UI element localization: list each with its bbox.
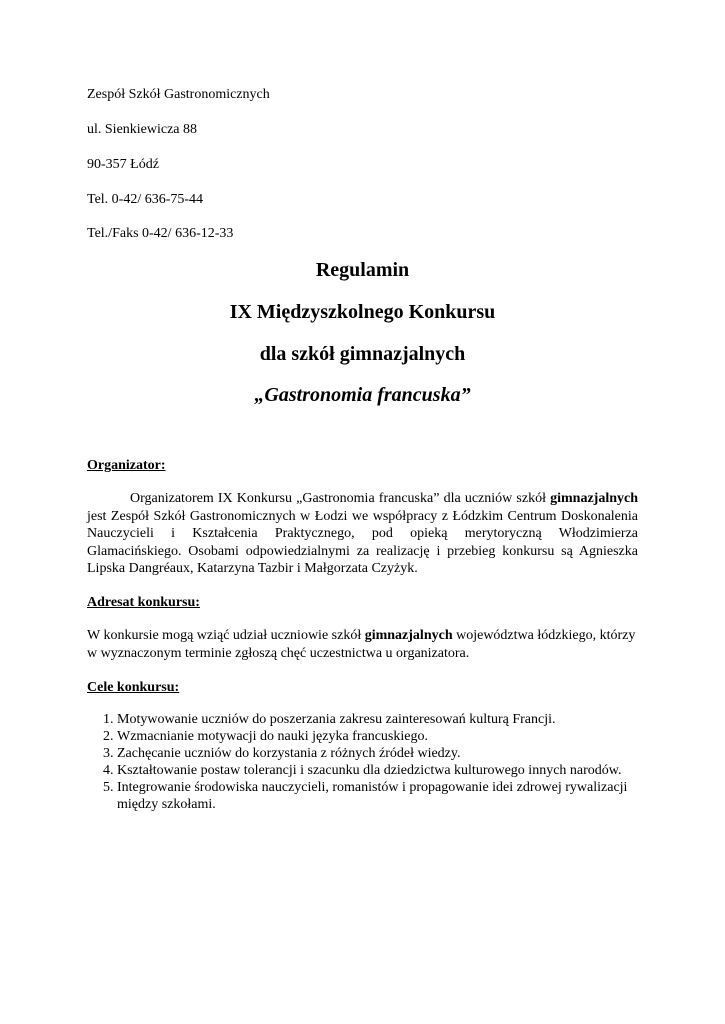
list-item-number: 1. [103,712,114,727]
list-item-text: Kształtowanie postaw tolerancji i szacunku dla dziedzictwa kulturowego innych narodów. [117,763,622,778]
organizer-paragraph [87,490,638,578]
list-item-number: 3. [103,746,114,761]
addressee-text-1: W konkursie mogą wziąć udział uczniowie szkół [87,628,365,643]
document-subtitle-schools: dla szkół gimnazjalnych [259,343,466,365]
list-item-text: Wzmacnianie motywacji do nauki języka francuskiego. [117,729,428,744]
school-phone: Tel. 0-42/ 636-75-44 [87,192,204,207]
organizer-heading: Organizator: [87,458,166,473]
document-title: Regulamin [315,259,410,281]
list-item [87,728,647,745]
goals-list [87,711,647,813]
list-item [87,779,647,813]
organizer-text-2: jest Zespół Szkół Gastronomicznych w Łodzi we współpracy z Łódzkim Centrum Doskonalenia Nauczycieli i Kształcenia Praktycznego, pod opieką merytoryczną Włodzimierza Glamacińskiego. Osobami odpowiedzialnymi za realizację i przebieg konkursu są Agnieszka Lipska Dangréaux, Katarzyna Tazbir i Małgorzata Czyżyk. [87,508,638,576]
organizer-text-1: Organizatorem IX Konkursu „Gastronomia francuska” dla uczniów szkół [130,491,551,506]
school-city: 90-357 Łódź [87,157,159,172]
list-item-text: Integrowanie środowiska nauczycieli, romanistów i propagowanie idei zdrowej rywalizacji między szkołami. [117,780,628,812]
list-item-text: Motywowanie uczniów do poszerzania zakresu zainteresowań kulturą Francji. [117,712,556,727]
addressee-text-bold: gimnazjalnych [364,628,453,643]
list-item [87,762,647,779]
school-street: ul. Sienkiewicza 88 [87,122,198,137]
list-item [87,711,647,728]
list-item-text: Zachęcanie uczniów do korzystania z różnych źródeł wiedzy. [117,746,461,761]
list-item-number: 2. [103,729,114,744]
addressee-text-2: województwa łódzkiego, którzy w wyznaczonym terminie zgłoszą chęć uczestnictwa u organizatora. [87,628,636,661]
document-subtitle-contest: IX Międzyszkolnego Konkursu [229,301,496,323]
addressee-heading: Adresat konkursu: [87,595,200,610]
contest-name: „Gastronomia francuska” [254,384,471,406]
list-item-number: 4. [103,763,114,778]
addressee-paragraph [87,627,647,662]
school-fax: Tel./Faks 0-42/ 636-12-33 [87,226,234,241]
goals-heading: Cele konkursu: [87,680,180,695]
list-item [87,745,647,762]
school-name: Zespół Szkół Gastronomicznych [87,87,270,102]
organizer-text-bold: gimnazjalnych [550,491,638,506]
list-item-number: 5. [103,780,114,795]
